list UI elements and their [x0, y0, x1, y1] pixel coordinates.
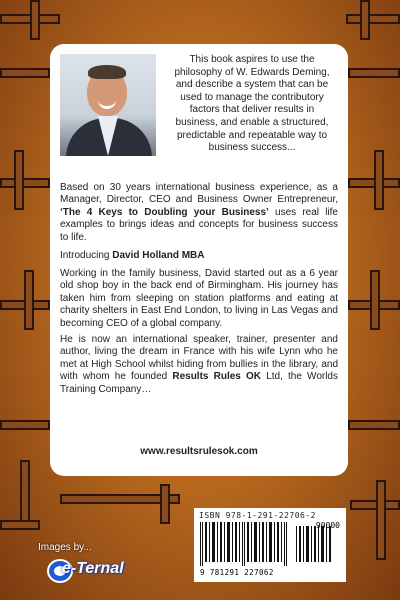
isbn-barcode — [194, 508, 346, 582]
experience-paragraph: Based on 30 years international business experience, as a Manager, Director, CEO and Business Owner Entrepreneur, ‘The 4 Keys to Doubling your Business’ uses real life examples to brings ideas and concepts for business success to life. — [60, 182, 338, 243]
bio-paragraph-1: Working in the family business, David started out as a 6 year old shop boy in the back end of Birmingham. His journey has taken him from sleeping on station platforms and eating at charity shelters in East End London, to living in Las Vegas and becoming CEO of a global company. — [60, 268, 338, 329]
eternal-logo-text: e-Ternal — [62, 560, 124, 577]
barcode-digits: 9 781291 227062 — [200, 568, 274, 577]
author-photo — [60, 54, 156, 156]
author-name: David Holland MBA — [112, 250, 205, 261]
introducing-line: Introducing David Holland MBA — [60, 250, 205, 261]
website-link[interactable]: www.resultsrulesok.com — [140, 446, 258, 457]
back-cover-panel — [50, 44, 348, 476]
company-name: Results Rules OK — [172, 371, 262, 383]
book-title: ‘The 4 Keys to Doubling your Business’ — [60, 206, 269, 218]
intro-paragraph: This book aspires to use the philosophy of W. Edwards Deming, and describe a system that can be used to manage the contributory factors that deliver results in business, and enable a structured, predictable and repeatable way to business success... — [174, 54, 330, 154]
price-code: 90000 — [315, 521, 340, 530]
bio-paragraph-2: He is now an international speaker, trainer, presenter and author, living the dream in France with his wife Lynn who he met at High School whilst hiding from bullies in the library, and with whom he founded Results Rules OK Ltd, the Worlds Training Company… — [60, 334, 338, 395]
isbn-label: ISBN 978-1-291-22706-2 — [199, 511, 316, 520]
image-credit-label: Images by... — [38, 542, 92, 553]
